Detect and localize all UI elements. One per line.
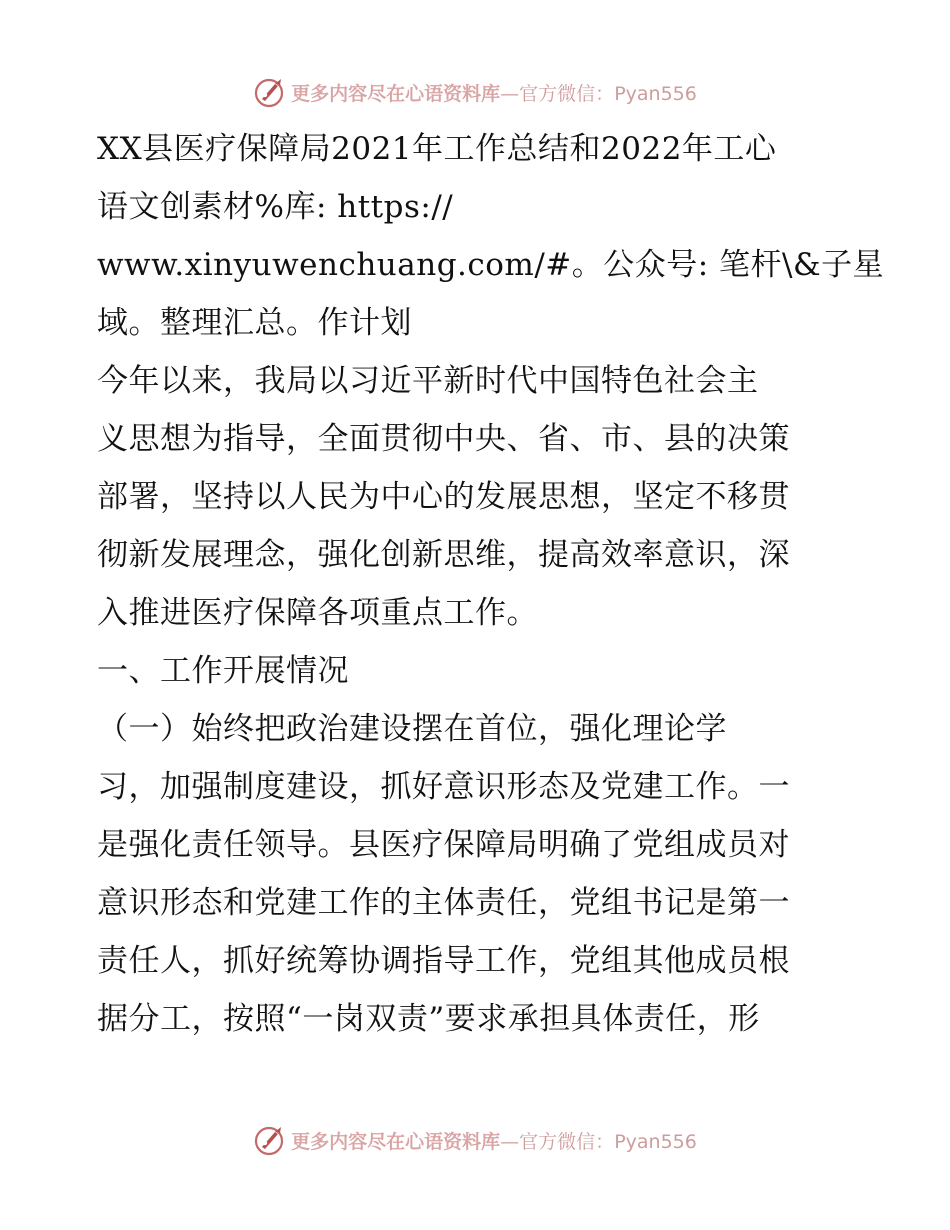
watermark-sub-text: 官方微信： — [519, 1130, 615, 1153]
document-body — [97, 120, 885, 1048]
paragraph-line: 是强化责任领导。县医疗保障局明确了党组成员对 — [97, 827, 790, 863]
watermark-main-text: 更多内容尽在心语资料库 — [291, 82, 501, 105]
title-line: www.xinyuwenchuang.com/#。公众号: 笔杆\&子星 — [97, 247, 885, 283]
watermark-footer — [0, 1120, 950, 1160]
document-title — [97, 120, 885, 352]
quill-logo-icon — [253, 1123, 287, 1157]
paragraph-line: 彻新发展理念，强化创新思维，提高效率意识，深 — [97, 537, 790, 573]
watermark-account: Pyan556 — [614, 1130, 697, 1153]
paragraph-line: 意识形态和党建工作的主体责任，党组书记是第一 — [97, 885, 790, 921]
quill-logo-icon — [253, 75, 287, 109]
intro-paragraph — [97, 352, 857, 642]
section-heading: 一、工作开展情况 — [97, 653, 349, 689]
paragraph-line: 据分工，按照“一岗双责”要求承担具体责任，形 — [97, 1001, 760, 1037]
watermark-sub-text: 官方微信： — [519, 82, 615, 105]
body-paragraph — [97, 700, 857, 1048]
paragraph-line: （一）始终把政治建设摆在首位，强化理论学 — [97, 711, 727, 747]
paragraph-line: 部署，坚持以人民为中心的发展思想，坚定不移贯 — [97, 479, 790, 515]
paragraph-line: 今年以来，我局以习近平新时代中国特色社会主 — [97, 363, 759, 399]
watermark-separator: — — [500, 82, 520, 105]
title-line: 语文创素材%库: https:// — [97, 189, 454, 225]
watermark-main-text: 更多内容尽在心语资料库 — [291, 1130, 501, 1153]
paragraph-line: 入推进医疗保障各项重点工作。 — [97, 595, 538, 631]
title-line: XX县医疗保障局2021年工作总结和2022年工心 — [97, 131, 777, 167]
paragraph-line: 义思想为指导，全面贯彻中央、省、市、县的决策 — [97, 421, 790, 457]
title-line: 域。整理汇总。作计划 — [97, 305, 412, 341]
watermark-header — [0, 72, 950, 112]
watermark-separator: — — [500, 1130, 520, 1153]
watermark-account: Pyan556 — [614, 82, 697, 105]
paragraph-line: 习，加强制度建设，抓好意识形态及党建工作。一 — [97, 769, 790, 805]
paragraph-line: 责任人，抓好统筹协调指导工作，党组其他成员根 — [97, 943, 790, 979]
